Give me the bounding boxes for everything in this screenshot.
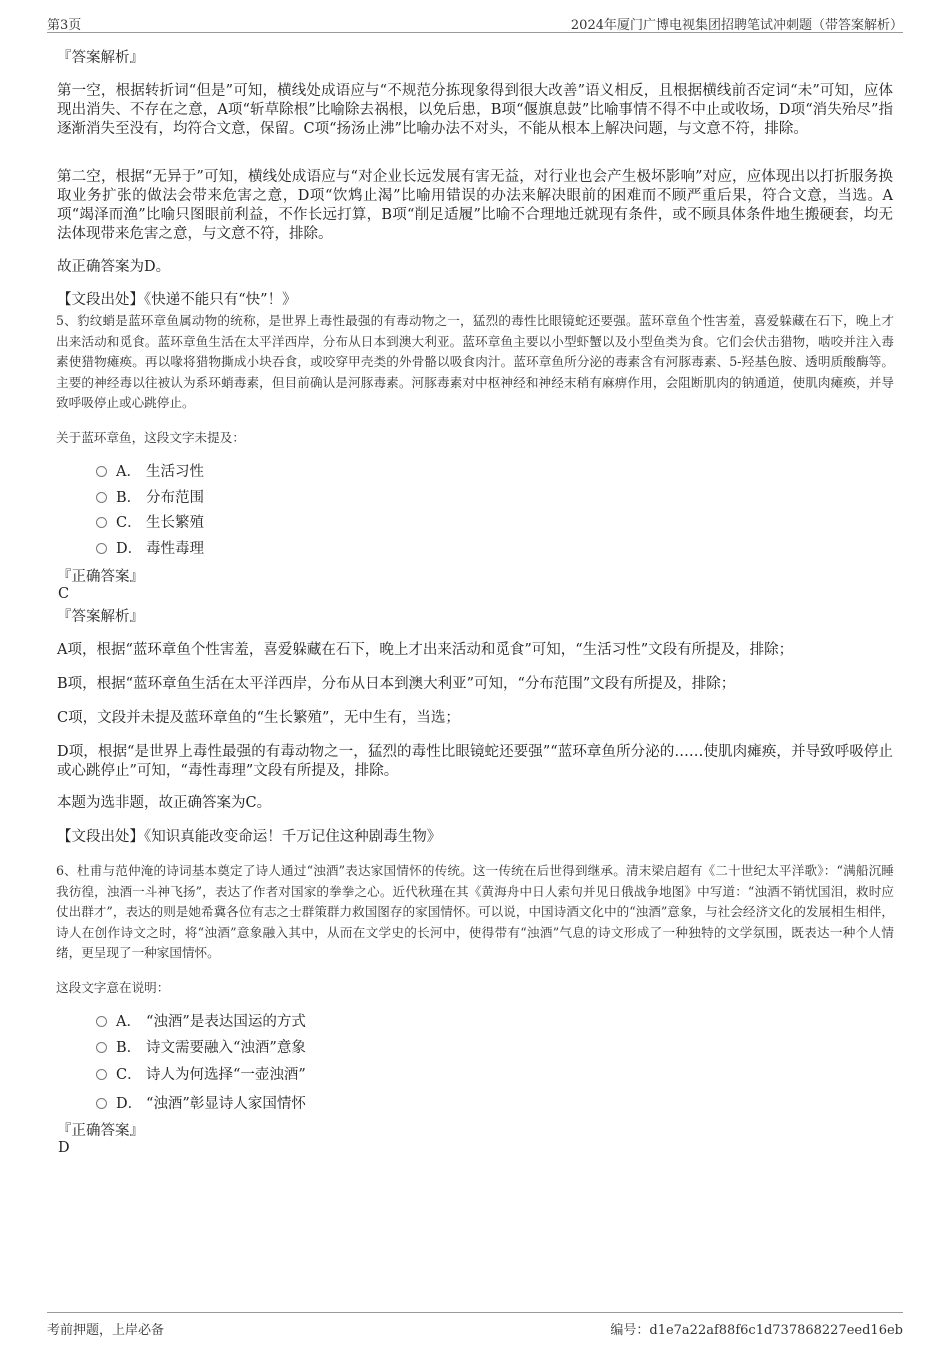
correct-answer-label: 『正确答案』 (57, 569, 144, 585)
option-d[interactable]: D． “浊酒”彰显诗人家国情怀 (96, 1094, 306, 1114)
footer-slogan: 考前押题，上岸必备 (47, 1323, 165, 1338)
option-c[interactable]: C． 生长繁殖 (96, 513, 204, 533)
option-d[interactable]: D． 毒性毒理 (96, 539, 204, 559)
page-footer (47, 1312, 903, 1339)
radio-icon[interactable] (96, 543, 107, 554)
radio-icon[interactable] (96, 492, 107, 503)
page-header (47, 10, 903, 33)
option-b[interactable]: B． 诗文需要融入“浊酒”意象 (96, 1038, 306, 1058)
question-stem: 5、豹纹蛸是蓝环章鱼属动物的统称，是世界上毒性最强的有毒动物之一，猛烈的毒性比眼镜蛇还要强。蓝环章鱼个性害羞，喜爱躲藏在石下，晚上才出来活动和觅食。蓝环章鱼生活在太平洋西岸，分布从日本到澳大利亚。蓝环章鱼主要以小型虾蟹以及小型鱼类为食。它们会伏击猎物，啮咬并注入毒素使猎物瘫痪。再以喙将猎物撕成小块吞食，或咬穿甲壳类的外骨骼以吸食肉汁。蓝环章鱼所分泌的毒素含有河豚毒素、5-羟基色胺、透明质酸酶等。主要的神经毒以往被认为系环蛸毒素，但目前确认是河豚毒素。河豚毒素对中枢神经和神经末稍有麻痹作用，会阻断肌肉的钠通道，使肌肉瘫痪，并导致呼吸停止或心跳停止。 (56, 313, 894, 410)
radio-icon[interactable] (96, 1016, 107, 1027)
option-a[interactable]: A． “浊酒”是表达国运的方式 (96, 1012, 306, 1032)
correct-answer: C (58, 586, 70, 602)
question-prompt: 关于蓝环章鱼，这段文字未提及： (56, 430, 245, 445)
analysis-conclusion: 故正确答案为D。 (57, 259, 171, 275)
analysis-conclusion: 本题为选非题，故正确答案为C。 (57, 795, 272, 811)
analysis-label: 『答案解析』 (57, 609, 144, 625)
analysis-paragraph: C项，文段并未提及蓝环章鱼的“生长繁殖”，无中生有，当选； (57, 710, 460, 726)
option-a[interactable]: A． 生活习性 (96, 462, 204, 482)
radio-icon[interactable] (96, 1069, 107, 1080)
correct-answer: D (58, 1140, 70, 1156)
document-code: 编号：d1e7a22af88f6c1d737868227eed16eb (610, 1323, 903, 1338)
analysis-paragraph: B项，根据“蓝环章鱼生活在太平洋西岸，分布从日本到澳大利亚”可知，“分布范围”文段有所提及，排除； (57, 676, 736, 692)
radio-icon[interactable] (96, 1042, 107, 1053)
question-prompt: 这段文字意在说明： (56, 980, 170, 995)
analysis-paragraph: A项，根据“蓝环章鱼个性害羞，喜爱躲藏在石下，晚上才出来活动和觅食”可知，“生活习性”文段有所提及，排除； (57, 642, 794, 658)
question-stem: 6、杜甫与范仲淹的诗词基本奠定了诗人通过“浊酒”表达家国情怀的传统。这一传统在后世得到继承。清末梁启超有《二十世纪太平洋歌》：“满船沉睡我彷徨，浊酒一斗神飞扬”，表达了作者对国家的拳拳之心。近代秋瑾在其《黄海舟中日人索句并见日俄战争地图》中写道：“浊酒不销忧国泪，救时应仗出群才”，表达的则是她希冀各位有志之士群策群力救国图存的家国情怀。可以说，中国诗酒文化中的“浊酒”意象，与社会经济文化的发展相生相伴，诗人在创作诗文之时，将“浊酒”意象融入其中，从而在文学史的长河中，使得带有“浊酒”气息的诗文形成了一种独特的文学氛围，既表达一种个人情绪，更呈现了一种家国情怀。 (56, 863, 894, 960)
source-citation: 【文段出处】《知识真能改变命运！千万记住这种剧毒生物》 (57, 829, 442, 845)
analysis-paragraph: 第一空，根据转折词“但是”可知，横线处成语应与“不规范分拣现象得到很大改善”语义相反，且根据横线前否定词“未”可知，应体现出消失、不存在之意，A项“斩草除根”比喻除去祸根，以免后患，B项“偃旗息鼓”比喻事情不得不中止或收场，D项“消失殆尽”指逐渐消失至没有，均符合文意，保留。C项“扬汤止沸”比喻办法不对头，不能从根本上解决问题，与文意不符，排除。 (57, 83, 893, 137)
option-c[interactable]: C． 诗人为何选择“一壶浊酒” (96, 1065, 306, 1085)
option-b[interactable]: B． 分布范围 (96, 488, 204, 508)
source-citation: 【文段出处】《快递不能只有“快”！》 (57, 292, 297, 308)
radio-icon[interactable] (96, 1098, 107, 1109)
radio-icon[interactable] (96, 466, 107, 477)
analysis-paragraph: D项，根据“是世界上毒性最强的有毒动物之一，猛烈的毒性比眼镜蛇还要强”“蓝环章鱼所分泌的……使肌肉瘫痪，并导致呼吸停止或心跳停止”可知，“毒性毒理”文段有所提及，排除。 (57, 744, 893, 779)
document-title: 2024年厦门广博电视集团招聘笔试冲刺题（带答案解析） (570, 18, 903, 33)
page-number: 第3页 (47, 18, 82, 33)
radio-icon[interactable] (96, 517, 107, 528)
analysis-paragraph: 第二空，根据“无异于”可知，横线处成语应与“对企业长远发展有害无益，对行业也会产生极坏影响”对应，应体现出以打折服务换取业务扩张的做法会带来危害之意，D项“饮鸩止渴”比喻用错误的办法来解决眼前的困难而不顾严重后果，符合文意，当选。A项“竭泽而渔”比喻只图眼前利益，不作长远打算，B项“削足适履”比喻不合理地迁就现有条件，或不顾具体条件地生搬硬套，均无法体现带来危害之意，与文意不符，排除。 (57, 169, 893, 242)
correct-answer-label: 『正确答案』 (57, 1123, 144, 1139)
analysis-label: 『答案解析』 (57, 50, 144, 66)
